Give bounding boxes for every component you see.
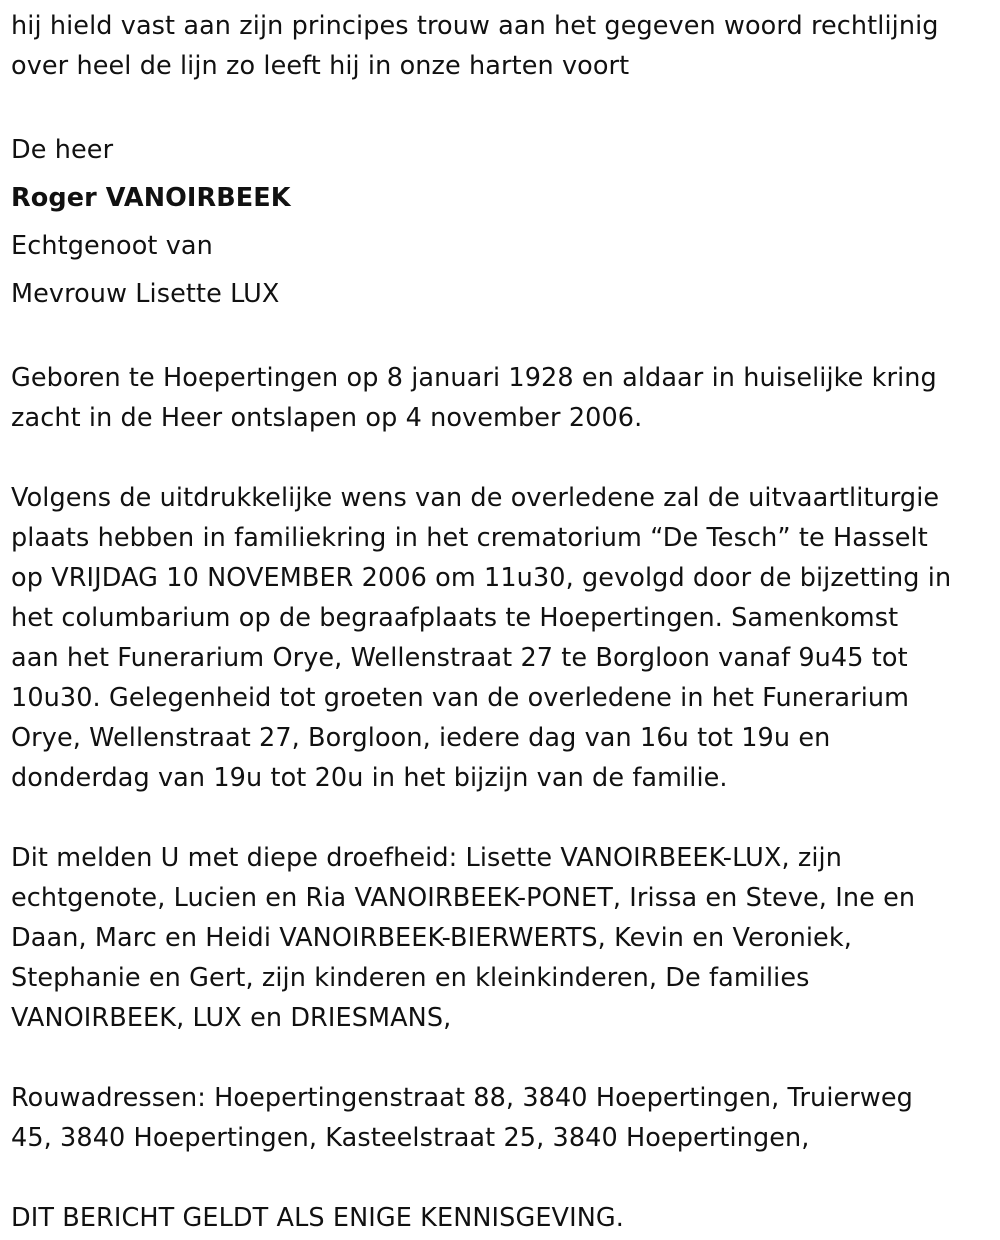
funeral-line: het columbarium op de begraafplaats te Hoepertingen. Samenkomst xyxy=(11,603,899,633)
spouse-name: Mevrouw Lisette LUX xyxy=(11,279,280,309)
closing-statement: DIT BERICHT GELDT ALS ENIGE KENNISGEVING. xyxy=(11,1203,624,1233)
funeral-line: plaats hebben in familiekring in het crematorium “De Tesch” te Hasselt xyxy=(11,523,928,553)
funeral-line: donderdag van 19u tot 20u in het bijzijn van de familie. xyxy=(11,763,728,793)
address-line: 45, 3840 Hoepertingen, Kasteelstraat 25, 3840 Hoepertingen, xyxy=(11,1123,810,1153)
poem-line: hij hield vast aan zijn principes trouw aan het gegeven woord rechtlijnig xyxy=(11,11,939,41)
paragraph-spacer xyxy=(11,1158,988,1198)
address-line: Rouwadressen: Hoepertingenstraat 88, 3840 Hoepertingen, Truierweg xyxy=(11,1083,913,1113)
funeral-line: aan het Funerarium Orye, Wellenstraat 27 te Borgloon vanaf 9u45 tot xyxy=(11,643,908,673)
funeral-paragraph xyxy=(11,478,988,798)
funeral-line: Orye, Wellenstraat 27, Borgloon, iedere dag van 16u tot 19u en xyxy=(11,723,831,753)
family-line: VANOIRBEEK, LUX en DRIESMANS, xyxy=(11,1003,452,1033)
paragraph-spacer xyxy=(11,1038,988,1078)
family-paragraph xyxy=(11,838,988,1038)
deceased-name: Roger VANOIRBEEK xyxy=(11,183,291,213)
poem-line: over heel de lijn zo leeft hij in onze harten voort xyxy=(11,51,630,81)
deceased-block xyxy=(11,126,988,318)
addresses-paragraph xyxy=(11,1078,988,1158)
birth-death-line: Geboren te Hoepertingen op 8 januari 1928 en aldaar in huiselijke kring xyxy=(11,363,937,393)
poem-paragraph xyxy=(11,6,988,86)
birth-death-line: zacht in de Heer ontslapen op 4 november 2006. xyxy=(11,403,643,433)
salutation: De heer xyxy=(11,135,114,165)
paragraph-spacer xyxy=(11,798,988,838)
funeral-line: op VRIJDAG 10 NOVEMBER 2006 om 11u30, gevolgd door de bijzetting in xyxy=(11,563,952,593)
funeral-line: 10u30. Gelegenheid tot groeten van de overledene in het Funerarium xyxy=(11,683,910,713)
funeral-line: Volgens de uitdrukkelijke wens van de overledene zal de uitvaartliturgie xyxy=(11,483,940,513)
paragraph-spacer xyxy=(11,86,988,126)
family-line: echtgenote, Lucien en Ria VANOIRBEEK-PONET, Irissa en Steve, Ine en xyxy=(11,883,916,913)
paragraph-spacer xyxy=(11,438,988,478)
spouse-intro: Echtgenoot van xyxy=(11,231,213,261)
paragraph-spacer xyxy=(11,318,988,358)
birth-death-paragraph xyxy=(11,358,988,438)
family-line: Daan, Marc en Heidi VANOIRBEEK-BIERWERTS, Kevin en Veroniek, xyxy=(11,923,852,953)
family-line: Dit melden U met diepe droefheid: Lisette VANOIRBEEK-LUX, zijn xyxy=(11,843,842,873)
family-line: Stephanie en Gert, zijn kinderen en kleinkinderen, De families xyxy=(11,963,810,993)
